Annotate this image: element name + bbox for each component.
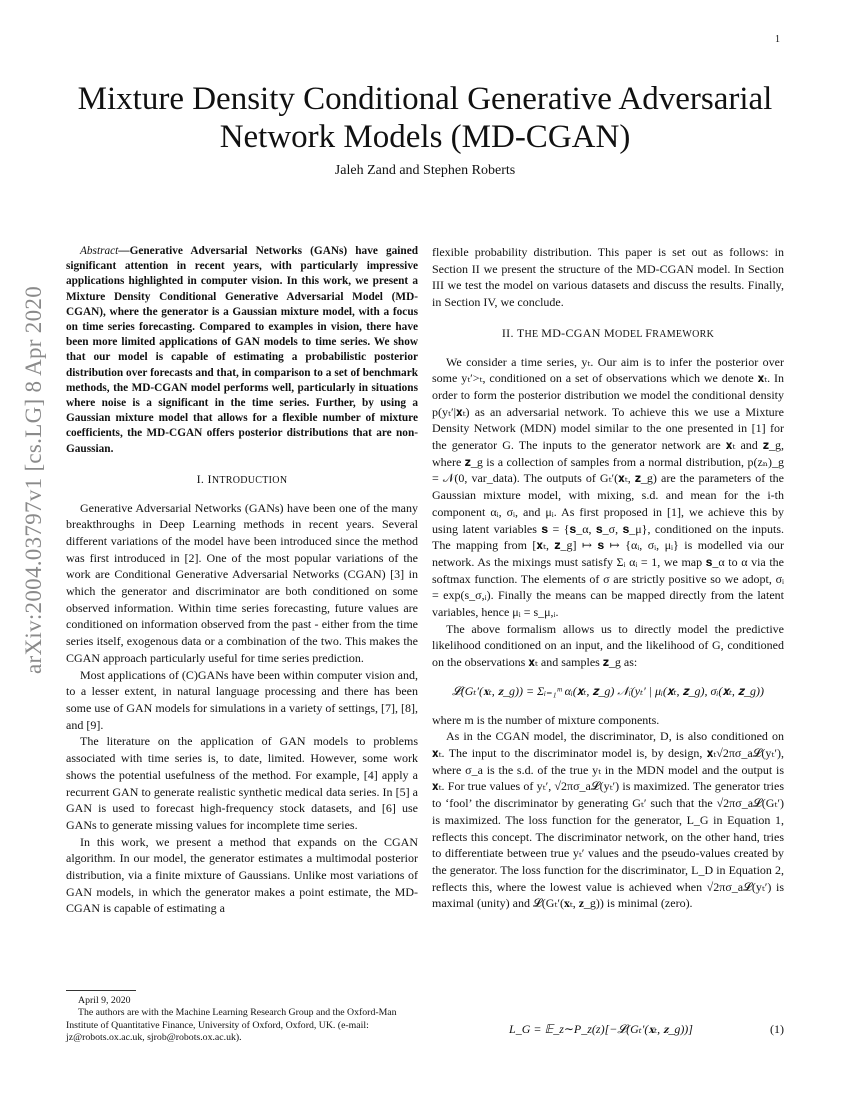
abstract-text: —Generative Adversarial Networks (GANs) have gained significant attention in recent years, with particularly impressive applications highlighted in computer vision. In this work, we present a Mixture Density Conditional Generative Adversarial Model (MD-CGAN), where the generator is a Gaussian mixture model, with a focus on time series forecasting. Compared to examples in vision, there have been more limited applications of GAN models to time series. We show that our model is capable of estimating a probabilistic posterior distribution over forecasts and that, in comparison to a set of benchmark methods, the MD-CGAN model performs well, particularly in situations where noise is a significant in the time series. Further, by using a Gaussian mixture model that allows for a flexible number of mixture coefficients, the MD-CGAN offers posterior distributions that are non-Gaussian. (66, 245, 418, 455)
section-initial: F (645, 325, 653, 340)
section-title-part: MD-CGAN (541, 325, 604, 340)
section-numeral: I. (196, 471, 208, 486)
footnote-affiliation: The authors are with the Machine Learning Research Group and the Oxford-Man Institute of Quantitative Finance, University of Oxford, Oxford, UK. (e-mail: jz@robots.ox.ac.uk, sjrob@robots.ox.ac.uk). (66, 1007, 397, 1043)
framework-paragraph: We consider a time series, yₜ. Our aim is to infer the posterior over some yₜ′>ₜ, conditioned on a set of observations which we denote 𝐱ₜ. In order to form the posterior distribution we model the conditional density p(yₜ′|𝐱ₜ) as an adversarial network. To achieve this we use a Mixture Density Network (MDN) model similar to the one presented in [1] for the generator G. The inputs to the generator network are 𝐱ₜ and 𝐳_g, where 𝐳_g is a collection of samples from a normal distribution, p(zₙ)_g = 𝒩(0, var_data). The outputs of Gₜ′(𝐱ₜ, 𝐳_g) are the parameters of the Gaussian mixture model, with mixing, s.d. and mean for the i-th component αᵢ, σᵢ, and μᵢ. As first proposed in [1], we achieve this by using latent variables 𝐬 = {𝐬_α, 𝐬_σ, 𝐬_μ}, conditioned on the inputs. The mapping from [𝐱ₜ, 𝐳_g] ↦ 𝐬 ↦ {αᵢ, σᵢ, μᵢ} is modelled via our network. As the mixings must satisfy Σᵢ αᵢ = 1, we map 𝐬_α to α via the softmax function. The elements of σ are strictly positive so we adopt, σᵢ = exp(s_σ,ᵢ). Finally the means can be mapped directly from the latent variables, hence μᵢ = s_μ,ᵢ. (432, 354, 784, 620)
page-number: 1 (775, 34, 780, 45)
arxiv-identifier-stamp[interactable] (10, 286, 58, 674)
loss-equation (432, 1022, 784, 1037)
abstract-label: Abstract (80, 245, 119, 257)
abstract (66, 244, 418, 457)
section-initial: M (603, 325, 615, 340)
section-title-rest: NTRODUCTION (211, 474, 288, 486)
section-heading-introduction (66, 471, 418, 490)
right-column (432, 244, 784, 912)
section-title-part: ODEL (614, 328, 646, 340)
equation-number: (1) (770, 1022, 784, 1036)
footnote (66, 990, 418, 1044)
section-heading-framework (432, 325, 784, 344)
framework-paragraph: As in the CGAN model, the discriminator, D, is also conditioned on 𝐱ₜ. The input to the discriminator model is, by design, 𝐱ₜ√2πσ_a𝓛(yₜ′), where σ_a is the s.d. of the true yₜ in the MDN model and the output is 𝐱ₜ. For true values of yₜ′, √2πσ_a𝓛(yₜ′) is maximized. The generator tries to ‘fool’ the discriminator by generating Gₜ′ such that the √2πσ_a𝓛(Gₜ′) is maximized. The loss function for the generator, L_G in Equation 1, reflects this concept. The discriminator network, on the other hand, tries to differentiate between true yₜ′ values and the pseudo-values created by the generator. The loss function for the discriminator, L_D in Equation 2, reflects this, where the lowest value is achieved when √2πσ_a𝓛(yₜ′) is maximal (unity) and 𝓛(Gₜ′(𝐱ₜ, 𝐳_g)) is minimal (zero). (432, 729, 784, 911)
section-title-part: HE (524, 328, 542, 340)
loss-equation-body: L_G = 𝔼_z∼P_z(z)[−𝓛(Gₜ′(𝐱ₜ, 𝐳_g))] (509, 1022, 693, 1036)
left-column (66, 244, 418, 917)
section-title-part: RAMEWORK (652, 328, 715, 340)
likelihood-equation-body: 𝓛(Gₜ′(𝐱ₜ, 𝐳_g)) = Σᵢ₌₁ᵐ αᵢ(𝐱ₜ, 𝐳_g) 𝒩ᵢ(yₜ′ | μᵢ(𝐱ₜ, 𝐳_g), σᵢ(𝐱ₜ, 𝐳_g)) (452, 683, 764, 698)
footnote-date: April 9, 2020 (78, 995, 131, 1006)
intro-paragraph: In this work, we present a method that expands on the CGAN algorithm. In our model, the generator estimates a multimodal posterior distribution, via a finite mixture of Gaussians. Unlike most variations of GAN models, in which the generator makes a point estimate, the MD-CGAN is capable of estimating a (66, 834, 418, 916)
intro-paragraph: The literature on the application of GAN models to problems associated with time series is, to date, limited. However, some work shows the potential usefulness of the method. For example, [4] apply a recurrent GAN to generate realistic synthetic medical data series. In [5] a GAN is used to forecast high-frequency stock datasets, and [6] use GANs to generate missing values for incomplete time series. (66, 734, 418, 832)
intro-paragraph: Most applications of (C)GANs have been within computer vision and, to a lesser extent, in natural language processing and there has been some use of GAN models for simulations in a variety of settings, [7], [8], and [9]. (66, 667, 418, 732)
likelihood-equation (432, 683, 784, 700)
intro-paragraph: Generative Adversarial Networks (GANs) have been one of the many breakthroughs in Deep Learning methods in recent years. Several different variations of the model have been introduced since the method was first introduced in [2]. One of the most popular variations of the work are Conditional Generative Adversarial Networks (CGAN) [3] in which the generator and discriminator are both conditioned on some observed information. Within time series forecasting, future values are conditioned on information observed from the past - either from the time series itself, exogenous data or a combination of the two. This makes the CGAN approach particularly useful for time series prediction. (66, 500, 418, 665)
arxiv-identifier-text: arXiv:2004.03797v1 [cs.LG] 8 Apr 2020 (21, 286, 46, 674)
section-initial: I (207, 471, 212, 486)
section-numeral: II. (501, 325, 517, 340)
framework-paragraph: where m is the number of mixture components. (432, 712, 660, 727)
footnote-rule (66, 990, 136, 991)
intro-continuation-paragraph: flexible probability distribution. This paper is set out as follows: in Section II we present the structure of the MD-CGAN model. In Section III we test the model on various datasets and discuss the results. Finally, in Section IV, we conclude. (432, 245, 784, 310)
framework-paragraph: The above formalism allows us to directly model the predictive likelihood conditioned on an input, and the likelihood of G, conditioned on the observations 𝐱ₜ and samples 𝐳_g as: (432, 621, 784, 670)
paper-title: Mixture Density Conditional Generative Adversarial Network Models (MD-CGAN) (77, 81, 773, 155)
section-initial: T (516, 325, 525, 340)
author-list: Jaleh Zand and Stephen Roberts (334, 163, 516, 178)
